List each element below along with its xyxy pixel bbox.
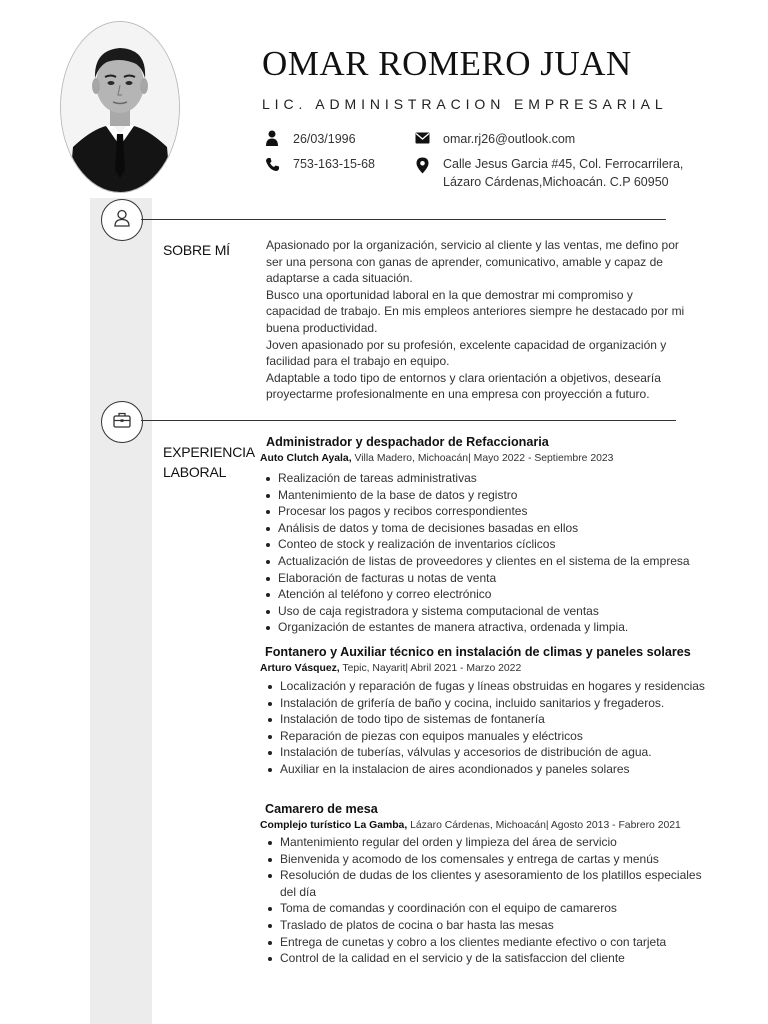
job-title: Administrador y despachador de Refaccionaria — [266, 435, 549, 449]
job-duties-list — [266, 834, 706, 967]
list-item: Localización y reparación de fugas y líneas obstruidas en hogares y residencias — [266, 678, 705, 695]
person-photo-illustration — [61, 22, 179, 192]
list-item: Atención al teléfono y correo electrónico — [264, 586, 690, 603]
candidate-title: LIC. ADMINISTRACION EMPRESARIAL — [262, 96, 668, 112]
job-meta — [260, 663, 521, 674]
job-company: Arturo Vásquez, — [260, 663, 340, 674]
job-meta — [260, 453, 613, 464]
job-details: Lázaro Cárdenas, Michoacán| Agosto 2013 - Fabrero 2021 — [407, 820, 681, 831]
list-item: Auxiliar en la instalacion de aires acondionados y paneles solares — [266, 761, 705, 778]
list-item: Organización de estantes de manera atractiva, ordenada y limpia. — [264, 619, 690, 636]
job-company: Auto Clutch Ayala, — [260, 453, 352, 464]
briefcase-icon — [112, 411, 132, 434]
candidate-name: OMAR ROMERO JUAN — [262, 44, 632, 83]
experience-heading-line: LABORAL — [163, 464, 227, 480]
list-item: Conteo de stock y realización de inventarios cíclicos — [264, 536, 690, 553]
address-line-1: Calle Jesus Garcia #45, Col. Ferrocarrilera, — [443, 157, 684, 171]
envelope-icon — [415, 131, 431, 147]
list-item: Entrega de cunetas y cobro a los clientes mediante efectivo o con tarjeta — [266, 934, 706, 951]
person-icon — [265, 130, 281, 146]
phone-text: 753-163-15-68 — [293, 157, 376, 171]
sidebar-strip — [90, 198, 152, 1024]
job-title: Fontanero y Auxiliar técnico en instalación de climas y paneles solares — [265, 645, 691, 659]
about-divider — [141, 219, 666, 220]
experience-divider — [141, 420, 676, 421]
about-section-badge — [101, 199, 143, 241]
experience-heading-line: EXPERIENCIA — [163, 444, 255, 460]
about-heading: SOBRE MÍ — [163, 242, 230, 258]
list-item: Instalación de todo tipo de sistemas de fontanería — [266, 711, 705, 728]
list-item: Elaboración de facturas u notas de venta — [264, 570, 690, 587]
list-item: Actualización de listas de proveedores y clientes en el sistema de la empresa — [264, 553, 690, 570]
birthdate-text: 26/03/1996 — [293, 132, 356, 146]
address-text — [443, 155, 683, 191]
email-text[interactable]: omar.rj26@outlook.com — [443, 132, 576, 146]
list-item: Uso de caja registradora y sistema computacional de ventas — [264, 603, 690, 620]
about-paragraph: Joven apasionado por su profesión, excelente capacidad de organización y facilidad para el trabajo en equipo. — [266, 337, 667, 369]
address-line-2: Lázaro Cárdenas,Michoacán. C.P 60950 — [443, 175, 669, 189]
list-item: Bienvenida y acomodo de los comensales y entrega de cartas y menús — [266, 851, 706, 868]
list-item: Resolución de dudas de los clientes y asesoramiento de los platillos especiales del día — [266, 867, 706, 900]
experience-heading — [163, 442, 255, 482]
list-item: Reparación de piezas con equipos manuales y eléctricos — [266, 728, 705, 745]
job-duties-list — [264, 470, 690, 636]
list-item: Realización de tareas administrativas — [264, 470, 690, 487]
list-item: Traslado de platos de cocina o bar hasta las mesas — [266, 917, 706, 934]
about-paragraph: Busco una oportunidad laboral en la que demostrar mi compromiso y capacidad de trabajo. En mis empleos anteriores siempre he destacado por mi buena productividad. — [266, 287, 685, 335]
list-item: Control de la calidad en el servicio y de la satisfaccion del cliente — [266, 950, 706, 967]
list-item: Análisis de datos y toma de decisiones basadas en ellos — [264, 520, 690, 537]
user-icon — [112, 208, 132, 233]
about-paragraph: Adaptable a todo tipo de entornos y clara orientación a objetivos, desearía proyectarme profesionalmente en una empresa con proyección a futuro. — [266, 370, 661, 402]
list-item: Mantenimiento de la base de datos y registro — [264, 487, 690, 504]
job-company: Complejo turístico La Gamba, — [260, 820, 408, 831]
about-text — [266, 237, 686, 403]
job-duties-list — [266, 678, 705, 778]
list-item: Mantenimiento regular del orden y limpieza del área de servicio — [266, 834, 706, 851]
list-item: Procesar los pagos y recibos correspondientes — [264, 503, 690, 520]
job-meta — [260, 820, 681, 831]
phone-icon — [265, 157, 281, 173]
list-item: Toma de comandas y coordinación con el equipo de camareros — [266, 900, 706, 917]
profile-photo — [60, 21, 180, 193]
list-item: Instalación de grifería de baño y cocina, incluido sanitarios y fregaderos. — [266, 695, 705, 712]
job-details: Villa Madero, Michoacán| Mayo 2022 - Septiembre 2023 — [351, 453, 614, 464]
job-title: Camarero de mesa — [265, 802, 378, 816]
list-item: Instalación de tuberías, válvulas y accesorios de distribución de agua. — [266, 744, 705, 761]
about-paragraph: Apasionado por la organización, servicio al cliente y las ventas, me defino por ser una persona con ganas de aprender, comunicativo, amable y capaz de adaptarse a cada situación. — [266, 238, 679, 286]
experience-section-badge — [101, 401, 143, 443]
location-pin-icon — [416, 157, 432, 173]
job-details: Tepic, Nayarit| Abril 2021 - Marzo 2022 — [339, 663, 522, 674]
